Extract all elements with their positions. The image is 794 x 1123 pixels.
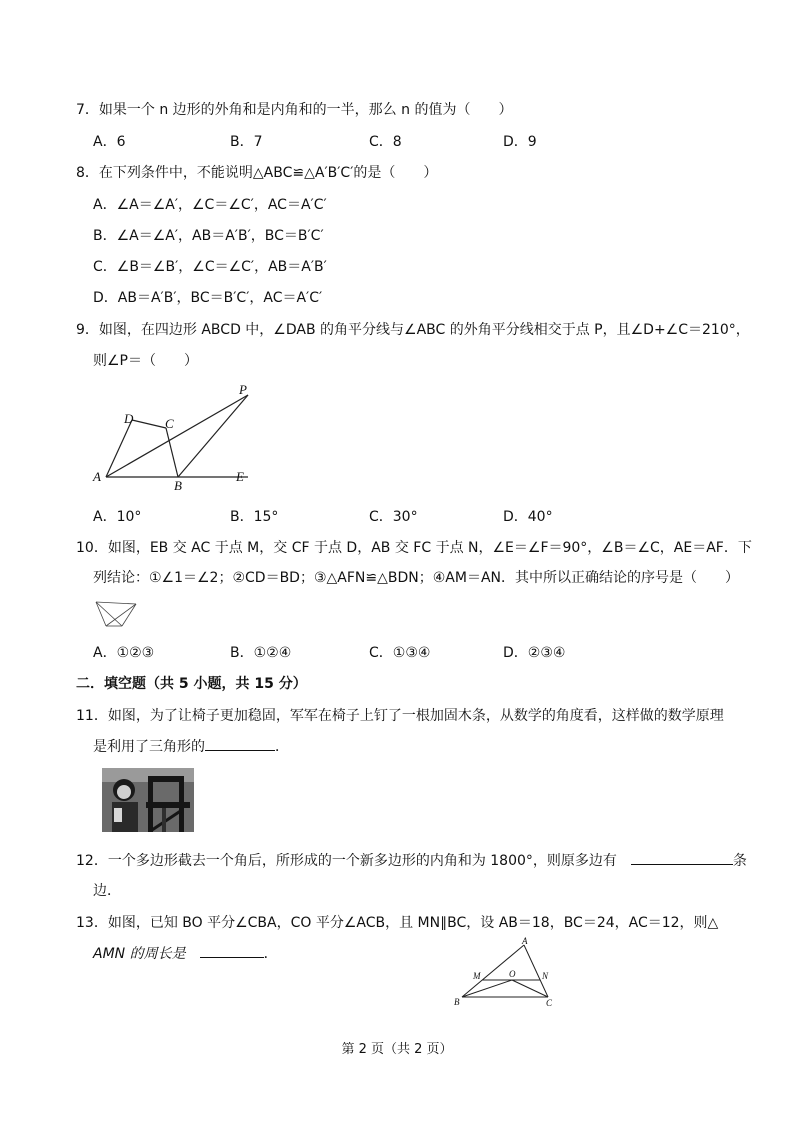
q9-option-c: C．30°	[369, 509, 418, 525]
q12-answer-blank[interactable]	[631, 850, 733, 865]
q12-stem-prefix: 12．一个多边形截去一个角后，所形成的一个新多边形的内角和为 1800°，则原多边有	[76, 853, 617, 869]
q10-stem-line1: 10．如图，EB 交 AC 于点 M，交 CF 于点 D，AB 交 FC 于点 N，∠E＝∠F＝90°，∠B＝∠C，AE＝AF．下	[76, 540, 752, 556]
q13-stem-line2	[93, 943, 278, 964]
q7-option-d: D．9	[503, 134, 537, 150]
q10-option-d: D．②③④	[503, 645, 566, 661]
q7-stem: 7．如果一个 n 边形的外角和是内角和的一半，那么 n 的值为（ ）	[76, 102, 513, 118]
q9-label-c: C	[165, 416, 174, 431]
q10-option-a: A．①②③	[93, 645, 155, 661]
q7-option-b: B．7	[230, 134, 263, 150]
q9-quadrilateral-figure	[88, 380, 268, 495]
q8-stem: 8．在下列条件中，不能说明△ABC≌△A′B′C′的是（ ）	[76, 165, 438, 181]
q7-option-a: A．6	[93, 134, 126, 150]
q7-option-c: C．8	[369, 134, 402, 150]
q13-line-bo	[462, 980, 512, 997]
q13-label-c: C	[546, 998, 553, 1008]
q13-label-o: O	[509, 969, 516, 979]
q13-stem-suffix: ．	[263, 946, 278, 962]
q9-label-e: E	[236, 469, 244, 484]
q13-label-m: M	[473, 971, 481, 981]
q10-small-figure	[92, 596, 142, 634]
q9-option-b: B．15°	[230, 509, 279, 525]
q13-label-b: B	[454, 997, 460, 1007]
q11-stem-line2	[93, 736, 289, 757]
q11-stem-line1: 11．如图，为了让椅子更加稳固，军军在椅子上钉了一根加固木条，从数学的角度看，这样做的数学原理	[76, 708, 724, 724]
page-footer: 第 2 页（共 2 页）	[341, 1042, 453, 1057]
q9-line-cb	[166, 428, 178, 477]
q13-label-a: A	[522, 936, 528, 946]
q9-label-b: B	[174, 478, 182, 493]
q10-option-b: B．①②④	[230, 645, 292, 661]
q11-answer-blank[interactable]	[205, 736, 275, 751]
q8-option-d: D．AB＝A′B′，BC＝B′C′，AC＝A′C′	[93, 290, 323, 306]
q13-line-co	[512, 980, 548, 997]
q9-label-p: P	[239, 382, 247, 397]
q13-answer-blank[interactable]	[200, 943, 264, 958]
q13-label-n: N	[542, 971, 549, 981]
q11-chair-photo	[102, 768, 194, 832]
q13-stem-line1: 13．如图，已知 BO 平分∠CBA，CO 平分∠ACB，且 MN∥BC，设 AB＝18，BC＝24，AC＝12，则△	[76, 915, 719, 931]
q12-stem-suffix: 条	[732, 853, 747, 869]
q9-line-ap	[106, 395, 248, 477]
q8-option-a: A．∠A＝∠A′，∠C＝∠C′，AC＝A′C′	[93, 197, 327, 213]
q11-stem-suffix: ．	[275, 739, 289, 755]
q9-stem-line2: 则∠P＝（ ）	[93, 353, 198, 369]
q8-option-b: B．∠A＝∠A′，AB＝A′B′，BC＝B′C′	[93, 228, 324, 244]
q9-option-d: D．40°	[503, 509, 553, 525]
q9-label-d: D	[124, 411, 134, 426]
q10-option-c: C．①③④	[369, 645, 431, 661]
q13-triangle-figure	[452, 935, 562, 1009]
q9-line-ad	[106, 420, 132, 477]
q12-stem-line2: 边．	[93, 883, 121, 899]
q12-stem-line1	[76, 850, 747, 871]
q13-stem-prefix: AMN 的周长是	[93, 946, 186, 962]
q9-option-a: A．10°	[93, 509, 142, 525]
section-fill-in-title: 二．填空题（共 5 小题，共 15 分）	[76, 676, 307, 692]
q10-stem-line2: 列结论：①∠1＝∠2；②CD＝BD；③△AFN≌△BDN；④AM＝AN．其中所以正确结论的序号是（ ）	[93, 570, 739, 586]
q9-line-dc	[132, 420, 166, 428]
q8-option-c: C．∠B＝∠B′，∠C＝∠C′，AB＝A′B′	[93, 259, 327, 275]
q11-stem-prefix: 是利用了三角形的	[93, 739, 205, 755]
q9-stem-line1: 9．如图，在四边形 ABCD 中，∠DAB 的角平分线与∠ABC 的外角平分线相交于点 P，且∠D+∠C＝210°，	[76, 322, 750, 338]
q9-line-bp	[178, 395, 248, 477]
q9-label-a: A	[93, 469, 101, 484]
